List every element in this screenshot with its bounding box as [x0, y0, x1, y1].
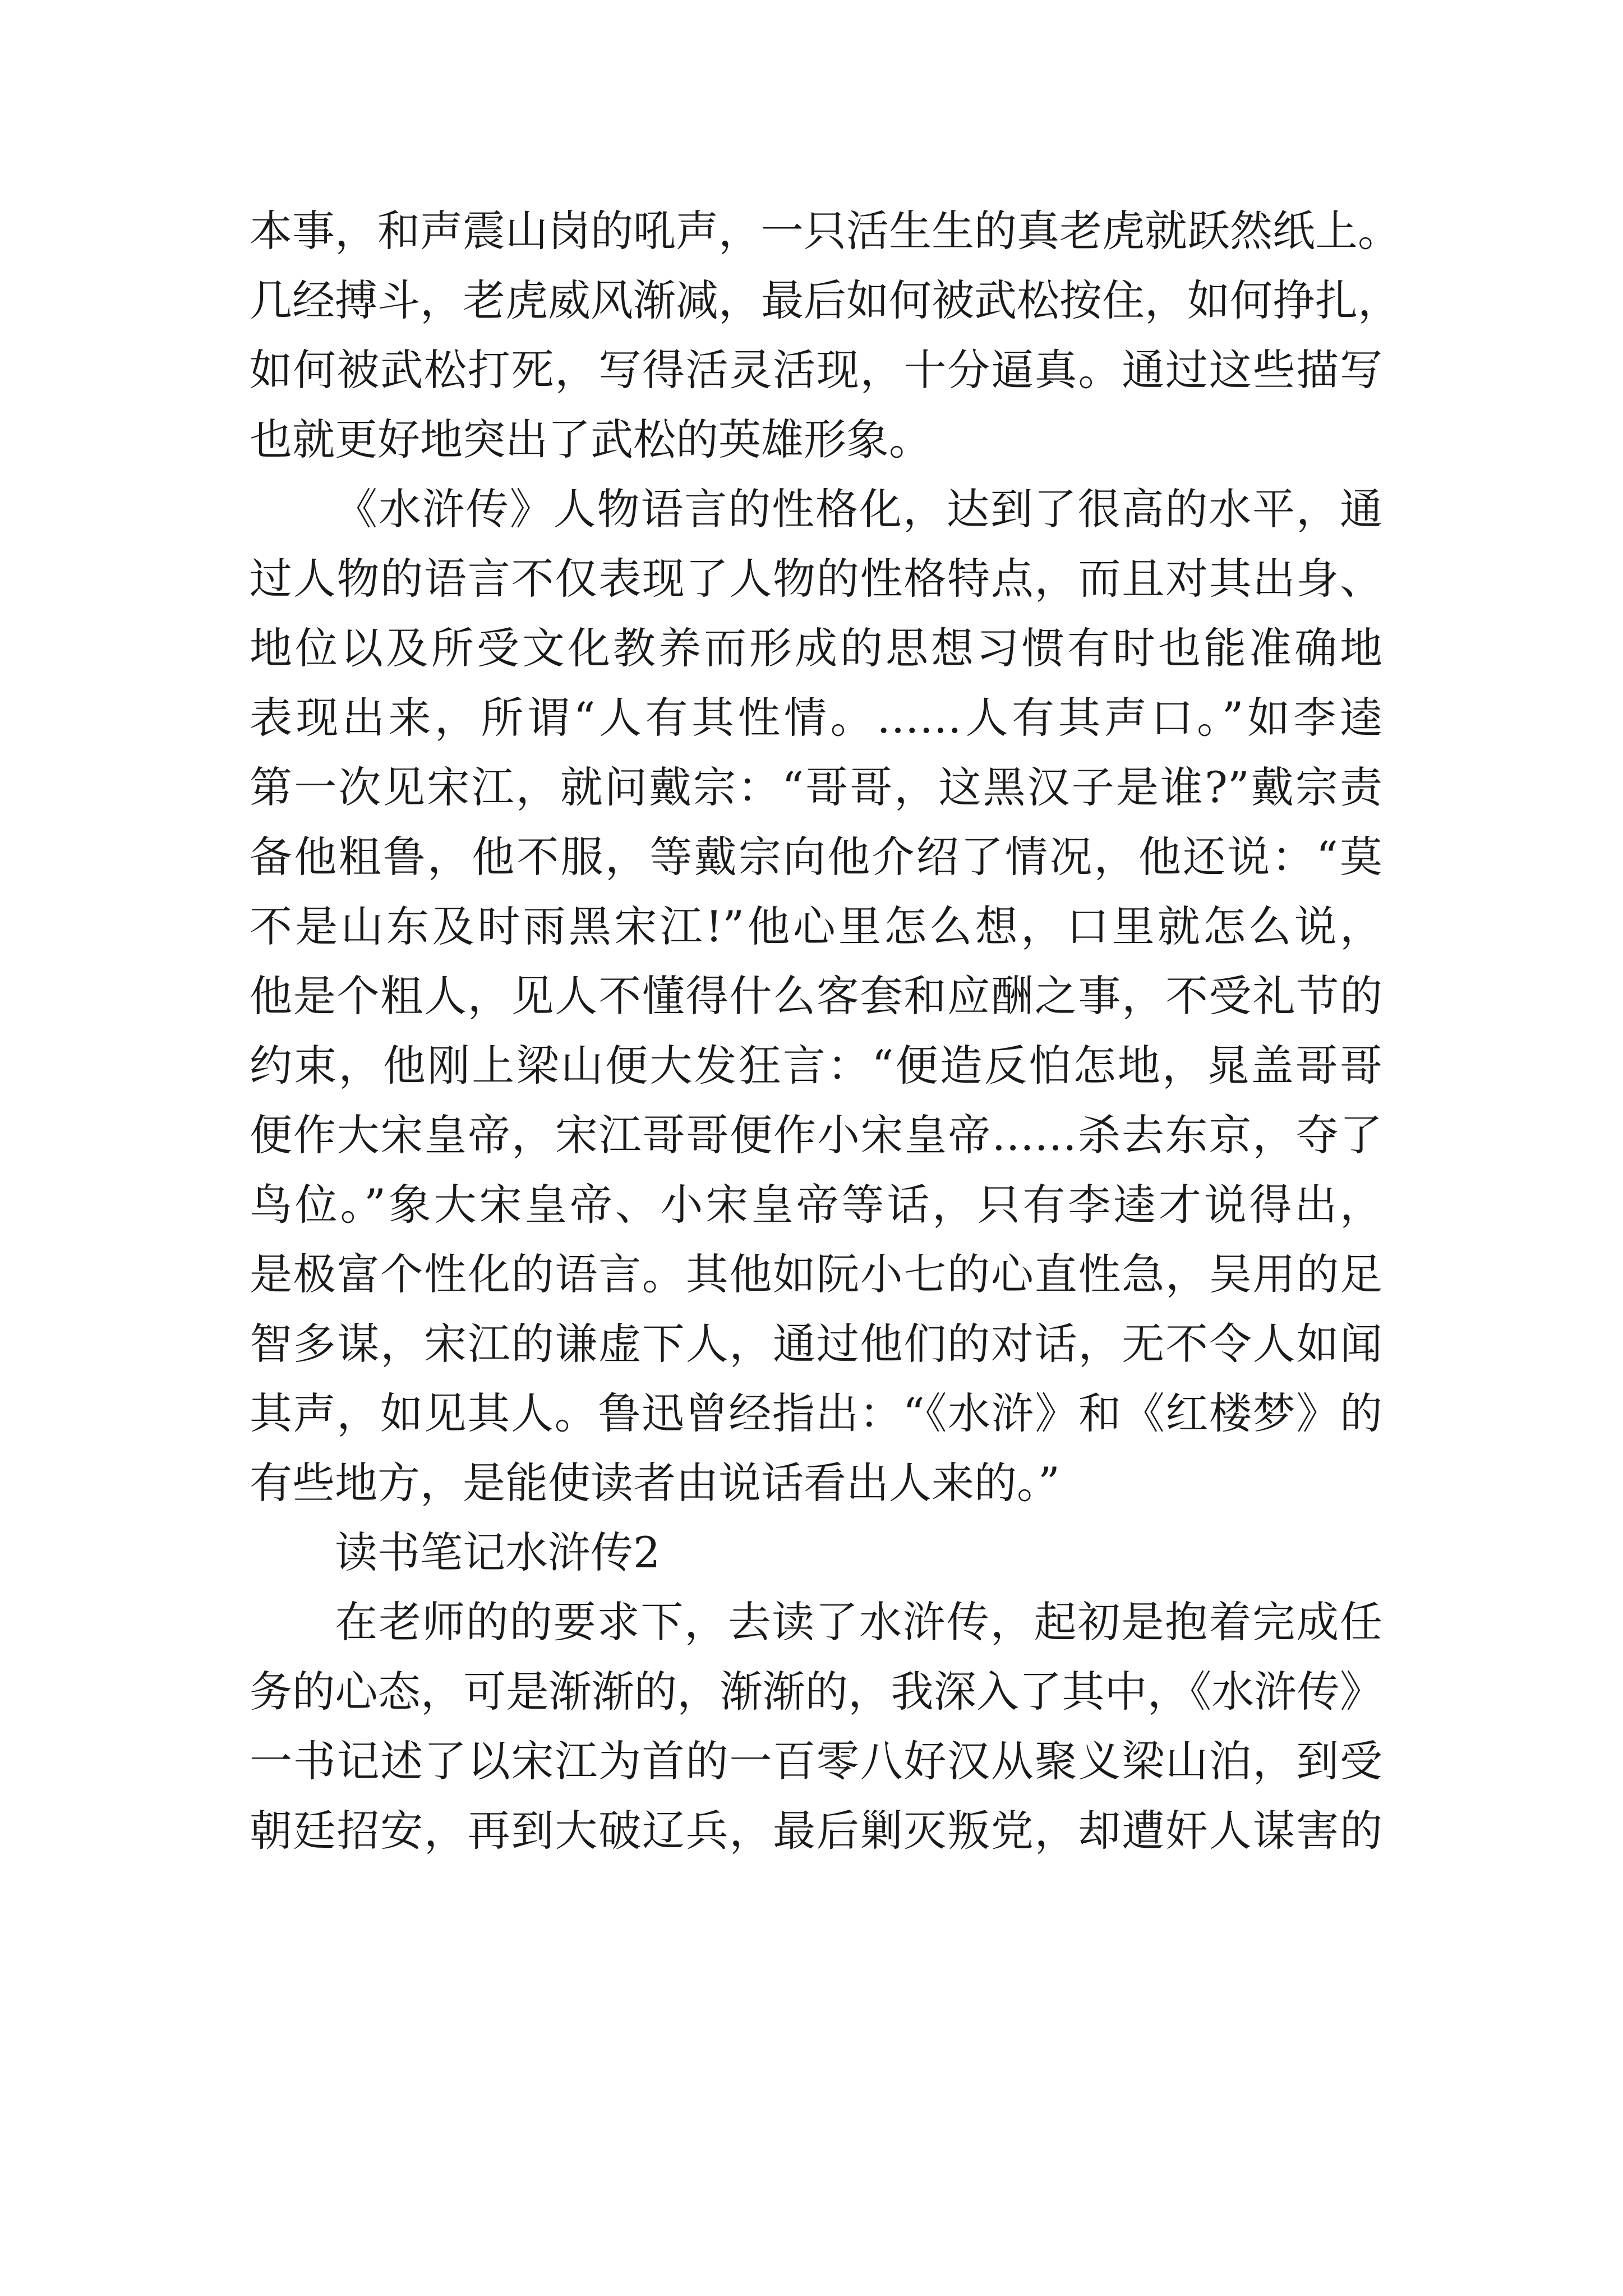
text-line: 便作大宋皇帝，宋江哥哥便作小宋皇帝……杀去东京，夺了	[250, 1110, 1382, 1160]
text-line: 过人物的语言不仅表现了人物的性格特点，而且对其出身、	[250, 554, 1382, 604]
text-line: 本事，和声震山岗的吼声，一只活生生的真老虎就跃然纸上。	[250, 206, 1400, 256]
document-body	[250, 196, 1400, 1866]
paragraph	[250, 1588, 1382, 1866]
text-line: 鸟位。”象大宋皇帝、小宋皇帝等话，只有李逵才说得出，	[250, 1180, 1382, 1230]
text-line: 务的心态，可是渐渐的，渐渐的，我深入了其中，《水浒传》	[250, 1667, 1382, 1717]
paragraph	[250, 196, 1400, 475]
text-line: 智多谋，宋江的谦虚下人，通过他们的对话，无不令人如闻	[250, 1319, 1382, 1369]
text-line: 表现出来，所谓“人有其性情。……人有其声口。”如李逵	[250, 693, 1382, 743]
text-line: 不是山东及时雨黑宋江!”他心里怎么想，口里就怎么说，	[250, 901, 1382, 951]
text-line: 朝廷招安，再到大破辽兵，最后剿灭叛党，却遭奸人谋害的	[250, 1806, 1382, 1856]
text-line: 如何被武松打死，写得活灵活现，十分逼真。通过这些描写	[250, 345, 1382, 395]
text-line: 第一次见宋江，就问戴宗：“哥哥，这黑汉子是谁?”戴宗责	[250, 762, 1382, 812]
text-line: 读书笔记水浒传2	[335, 1527, 661, 1577]
text-line: 有些地方，是能使读者由说话看出人来的。”	[250, 1458, 1060, 1508]
text-line: 一书记述了以宋江为首的一百零八好汉从聚义梁山泊，到受	[250, 1736, 1382, 1786]
text-line: 是极富个性化的语言。其他如阮小七的心直性急，吴用的足	[250, 1249, 1382, 1299]
section-heading	[250, 1518, 1382, 1588]
text-line: 其声，如见其人。鲁迅曾经指出：“《水浒》和《红楼梦》的	[250, 1388, 1382, 1438]
text-line: 地位以及所受文化教养而形成的思想习惯有时也能准确地	[250, 623, 1382, 673]
paragraph	[250, 475, 1382, 1518]
text-line: 约束，他刚上梁山便大发狂言：“便造反怕怎地，晁盖哥哥	[250, 1041, 1382, 1091]
text-line: 几经搏斗，老虎威风渐减，最后如何被武松按住，如何挣扎，	[250, 275, 1400, 325]
text-line: 备他粗鲁，他不服，等戴宗向他介绍了情况，他还说：“莫	[250, 832, 1382, 882]
text-line: 《水浒传》人物语言的性格化，达到了很高的水平，通	[335, 484, 1382, 534]
text-line: 也就更好地突出了武松的英雄形象。	[250, 415, 932, 464]
text-line: 在老师的的要求下，去读了水浒传，起初是抱着完成任	[335, 1597, 1382, 1647]
text-line: 他是个粗人，见人不懂得什么客套和应酬之事，不受礼节的	[250, 971, 1382, 1021]
